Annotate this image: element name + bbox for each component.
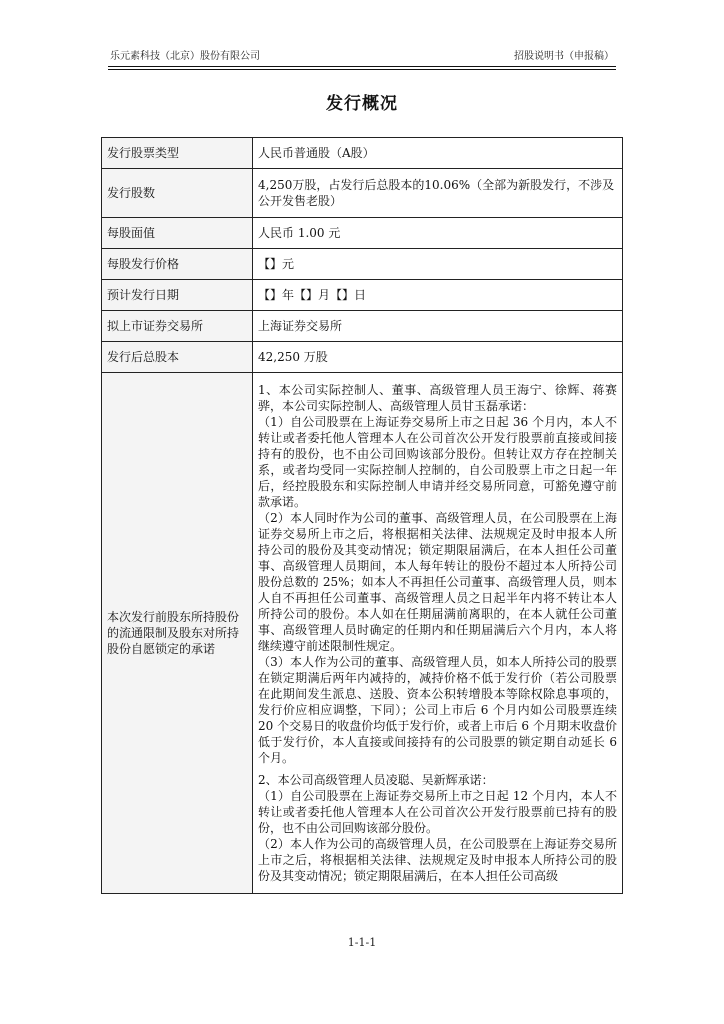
- row-value: 4,250万股，占发行后总股本的10.06%（全部为新股发行，不涉及公开发售老股）: [253, 169, 623, 218]
- row-label: 每股面值: [102, 218, 253, 249]
- header-rule-thick: [108, 66, 616, 67]
- row-value: 上海证券交易所: [253, 311, 623, 342]
- row-value: 【】年【】月【】日: [253, 280, 623, 311]
- row-label: 发行后总股本: [102, 342, 253, 373]
- commitment-paragraph: 1、本公司实际控制人、董事、高级管理人员王海宁、徐辉、蒋赛骅，本公司实际控制人、高级管理人员甘玉磊承诺：: [258, 383, 617, 413]
- row-label: 每股发行价格: [102, 249, 253, 280]
- row-label: 发行股票类型: [102, 138, 253, 169]
- row-label: 预计发行日期: [102, 280, 253, 311]
- commitment-label: 本次发行前股东所持股份的流通限制及股东对所持股份自愿锁定的承诺: [102, 373, 253, 894]
- header-company-name: 乐元素科技（北京）股份有限公司: [110, 51, 260, 62]
- commitment-paragraph: （1）自公司股票在上海证券交易所上市之日起 36 个月内，本人不转让或者委托他人管理本人在公司首次公开发行股票前直接或间接持有的股份，也不由公司回购该部分股份。但转让双方存在控制关系，或者均受同一实际控制人控制的，自公司股票上市之日起一年后，经控股股东和实际控制人申请并经交易所同意，可豁免遵守前款承诺。: [258, 415, 617, 509]
- row-value: 人民币普通股（A股）: [253, 138, 623, 169]
- table-row: [102, 342, 623, 373]
- commitment-paragraph: 2、本公司高级管理人员凌聪、吴新辉承诺：: [258, 773, 494, 787]
- commitment-paragraph: （1）自公司股票在上海证券交易所上市之日起 12 个月内，本人不转让或者委托他人管理本人在公司首次公开发行股票前已持有的股份，也不由公司回购该部分股份。: [258, 789, 617, 835]
- row-value: 人民币 1.00 元: [253, 218, 623, 249]
- page-title: 发行概况: [326, 94, 398, 114]
- table-row: [102, 169, 623, 218]
- table-row: [102, 280, 623, 311]
- row-value: 【】元: [253, 249, 623, 280]
- table-row: [102, 138, 623, 169]
- header-document-type: 招股说明书（申报稿）: [514, 51, 614, 62]
- row-label: 拟上市证券交易所: [102, 311, 253, 342]
- commitment-text: [253, 373, 623, 894]
- row-label: 发行股数: [102, 169, 253, 218]
- table-row: [102, 311, 623, 342]
- table-row: [102, 249, 623, 280]
- running-header: [108, 50, 616, 66]
- offering-overview-table: [101, 137, 623, 894]
- commitment-paragraph: （2）本人作为公司的高级管理人员，在公司股票在上海证券交易所上市之后，将根据相关法律、法规规定及时申报本人所持公司的股份及其变动情况；锁定期限届满后，在本人担任公司高级: [258, 837, 617, 883]
- commitment-paragraph: （2）本人同时作为公司的董事、高级管理人员，在公司股票在上海证券交易所上市之后，将根据相关法律、法规规定及时申报本人所持公司的股份及其变动情况；锁定期限届满后，在本人担任公司董事、高级管理人员期间，本人每年转让的股份不超过本人所持公司股份总数的 25%；如本人不再担任公司董事、高级管理人员，则本人自不再担任公司董事、高级管理人员之日起半年内将不转让本人所持公司的股份。本人如在任期届满前离职的，在本人就任公司董事、高级管理人员时确定的任期内和任期届满后六个月内，本人将继续遵守前述限制性规定。: [258, 511, 617, 653]
- commitment-paragraph: （3）本人作为公司的董事、高级管理人员，如本人所持公司的股票在锁定期满后两年内减持的，减持价格不低于发行价（若公司股票在此期间发生派息、送股、资本公积转增股本等除权除息事项的，发行价应相应调整，下同）；公司上市后 6 个月内如公司股票连续 20 个交易日的收盘价均低于发行价，或者上市后 6 个月期末收盘价低于发行价，本人直接或间接持有的公司股票的锁定期自动延长 6 个月。: [258, 655, 617, 765]
- page-number: 1-1-1: [347, 936, 377, 949]
- header-rule-thin: [108, 69, 616, 70]
- row-value: 42,250 万股: [253, 342, 623, 373]
- table-row: [102, 218, 623, 249]
- commitment-row: [102, 373, 623, 894]
